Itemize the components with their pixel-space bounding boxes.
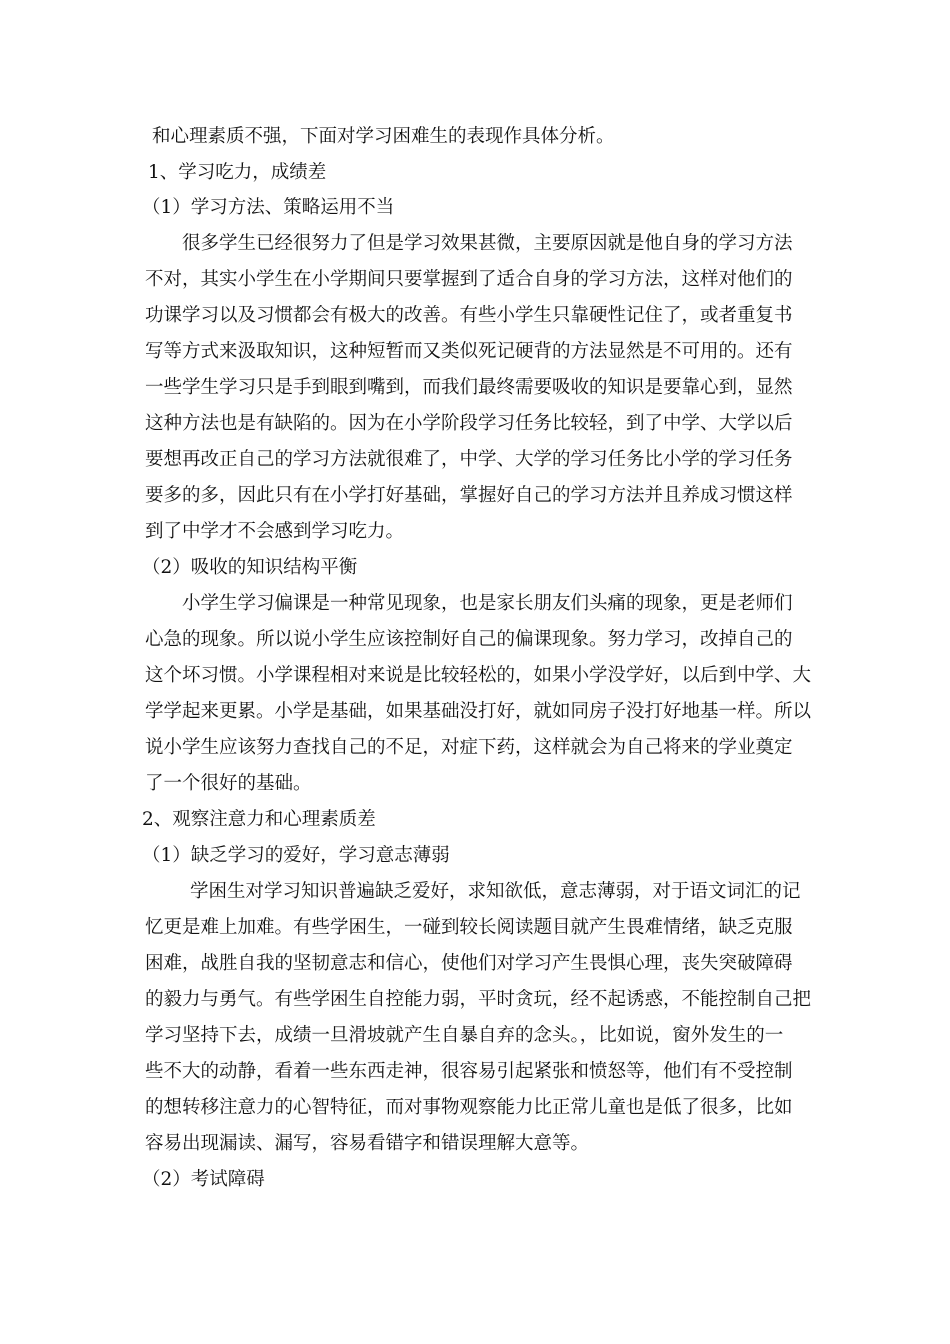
paragraph-2-line: 了一个很好的基础。	[145, 773, 312, 794]
section-2-title: 2、观察注意力和心理素质差	[142, 809, 376, 830]
paragraph-1-line: 写等方式来汲取知识，这种短暂而又类似死记硬背的方法显然是不可用的。还有	[145, 341, 793, 362]
subsection-1-title: （1）学习方法、策略运用不当	[142, 197, 395, 218]
paragraph-1-line: 不对，其实小学生在小学期间只要掌握到了适合自身的学习方法，这样对他们的	[145, 269, 793, 290]
paragraph-3-line: 容易出现漏读、漏写，容易看错字和错误理解大意等。	[145, 1133, 590, 1154]
paragraph-3-line: 些不大的动静，看着一些东西走神，很容易引起紧张和愤怒等，他们有不受控制	[145, 1061, 793, 1082]
paragraph-3-line: 忆更是难上加难。有些学困生，一碰到较长阅读题目就产生畏难情绪，缺乏克服	[145, 917, 793, 938]
paragraph-2-line: 说小学生应该努力查找自己的不足，对症下药，这样就会为自己将来的学业奠定	[145, 737, 793, 758]
paragraph-2-line: 小学生学习偏课是一种常见现象，也是家长朋友们头痛的现象，更是老师们	[182, 593, 793, 614]
paragraph-1-line: 要多的多，因此只有在小学打好基础，掌握好自己的学习方法并且养成习惯这样	[145, 485, 793, 506]
paragraph-1-line: 要想再改正自己的学习方法就很难了，中学、大学的学习任务比小学的学习任务	[145, 449, 793, 470]
paragraph-3-line: 学习坚持下去，成绩一旦滑坡就产生自暴自弃的念头。，比如说，窗外发生的一	[145, 1025, 784, 1046]
intro-line: 和心理素质不强，下面对学习困难生的表现作具体分析。	[152, 126, 615, 147]
subsection-3-title: （1）缺乏学习的爱好，学习意志薄弱	[142, 845, 450, 866]
paragraph-1-line: 功课学习以及习惯都会有极大的改善。有些小学生只靠硬性记住了，或者重复书	[145, 305, 793, 326]
section-1-title: 1、学习吃力，成绩差	[148, 162, 327, 183]
paragraph-3-line: 学困生对学习知识普遍缺乏爱好，求知欲低，意志薄弱，对于语文词汇的记	[190, 881, 801, 902]
paragraph-1-line: 很多学生已经很努力了但是学习效果甚微，主要原因就是他自身的学习方法	[182, 233, 793, 254]
subsection-2-title: （2）吸收的知识结构平衡	[142, 557, 358, 578]
paragraph-2-line: 这个坏习惯。小学课程相对来说是比较轻松的，如果小学没学好，以后到中学、大	[145, 665, 812, 686]
paragraph-1-line: 到了中学才不会感到学习吃力。	[145, 521, 405, 542]
paragraph-3-line: 的毅力与勇气。有些学困生自控能力弱，平时贪玩，经不起诱惑，不能控制自己把	[145, 989, 812, 1010]
paragraph-2-line: 学学起来更累。小学是基础，如果基础没打好，就如同房子没打好地基一样。所以	[145, 701, 812, 722]
paragraph-3-line: 的想转移注意力的心智特征，而对事物观察能力比正常儿童也是低了很多，比如	[145, 1097, 793, 1118]
subsection-4-title: （2）考试障碍	[142, 1169, 265, 1190]
paragraph-3-line: 困难，战胜自我的坚韧意志和信心，使他们对学习产生畏惧心理，丧失突破障碍	[145, 953, 793, 974]
paragraph-2-line: 心急的现象。所以说小学生应该控制好自己的偏课现象。努力学习，改掉自己的	[145, 629, 793, 650]
paragraph-1-line: 这种方法也是有缺陷的。因为在小学阶段学习任务比较轻，到了中学、大学以后	[145, 413, 793, 434]
paragraph-1-line: 一些学生学习只是手到眼到嘴到，而我们最终需要吸收的知识是要靠心到，显然	[145, 377, 793, 398]
